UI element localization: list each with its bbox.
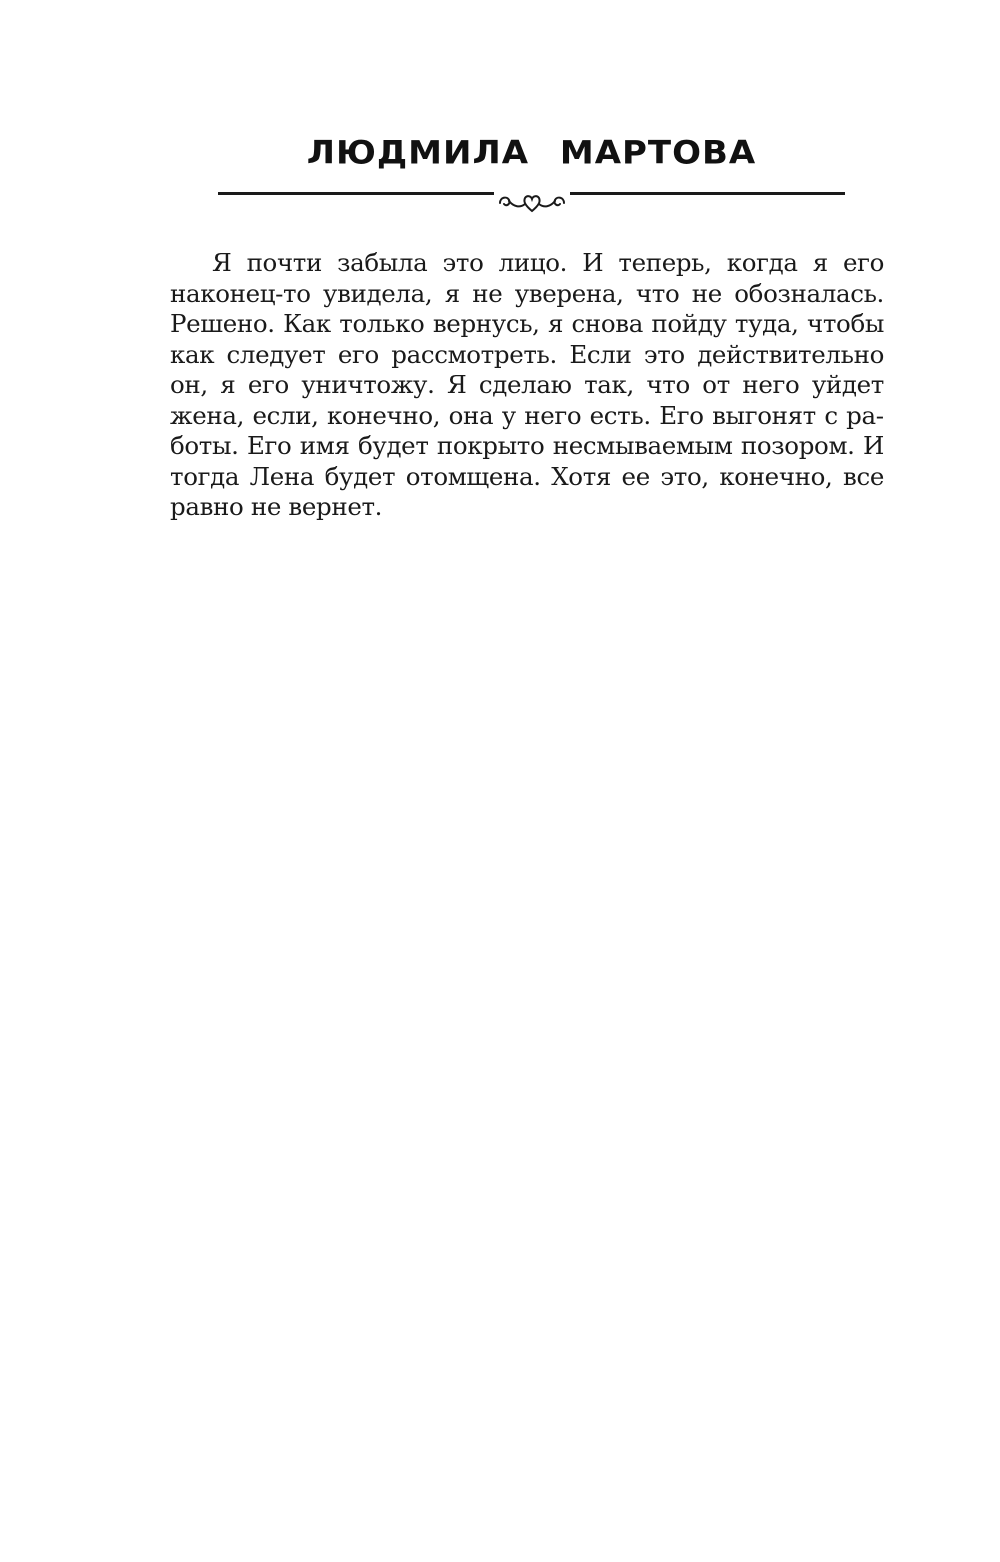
author-name: ЛЮДМИЛА МАРТОВА: [306, 134, 757, 172]
body-paragraph: Я почти забыла это лицо. И теперь, когда я его наконец-то увидела, я не уверена, что не обозналась. Решено. Как только вернусь, я снова пойду туда, чтобы как следует его рассмотреть. Если это действительно он, я его уничтожу. Я сделаю так, что от него уйдет жена, если, конечно, она у него есть. Его выгонят с работы. Его имя будет покрыто несмываемым позором. И тогда Лена будет отомщена. Хотя ее это, конечно, все равно не вернет.: [170, 248, 884, 521]
scroll-heart-flourish-icon: [494, 190, 570, 216]
running-header: [218, 130, 845, 220]
